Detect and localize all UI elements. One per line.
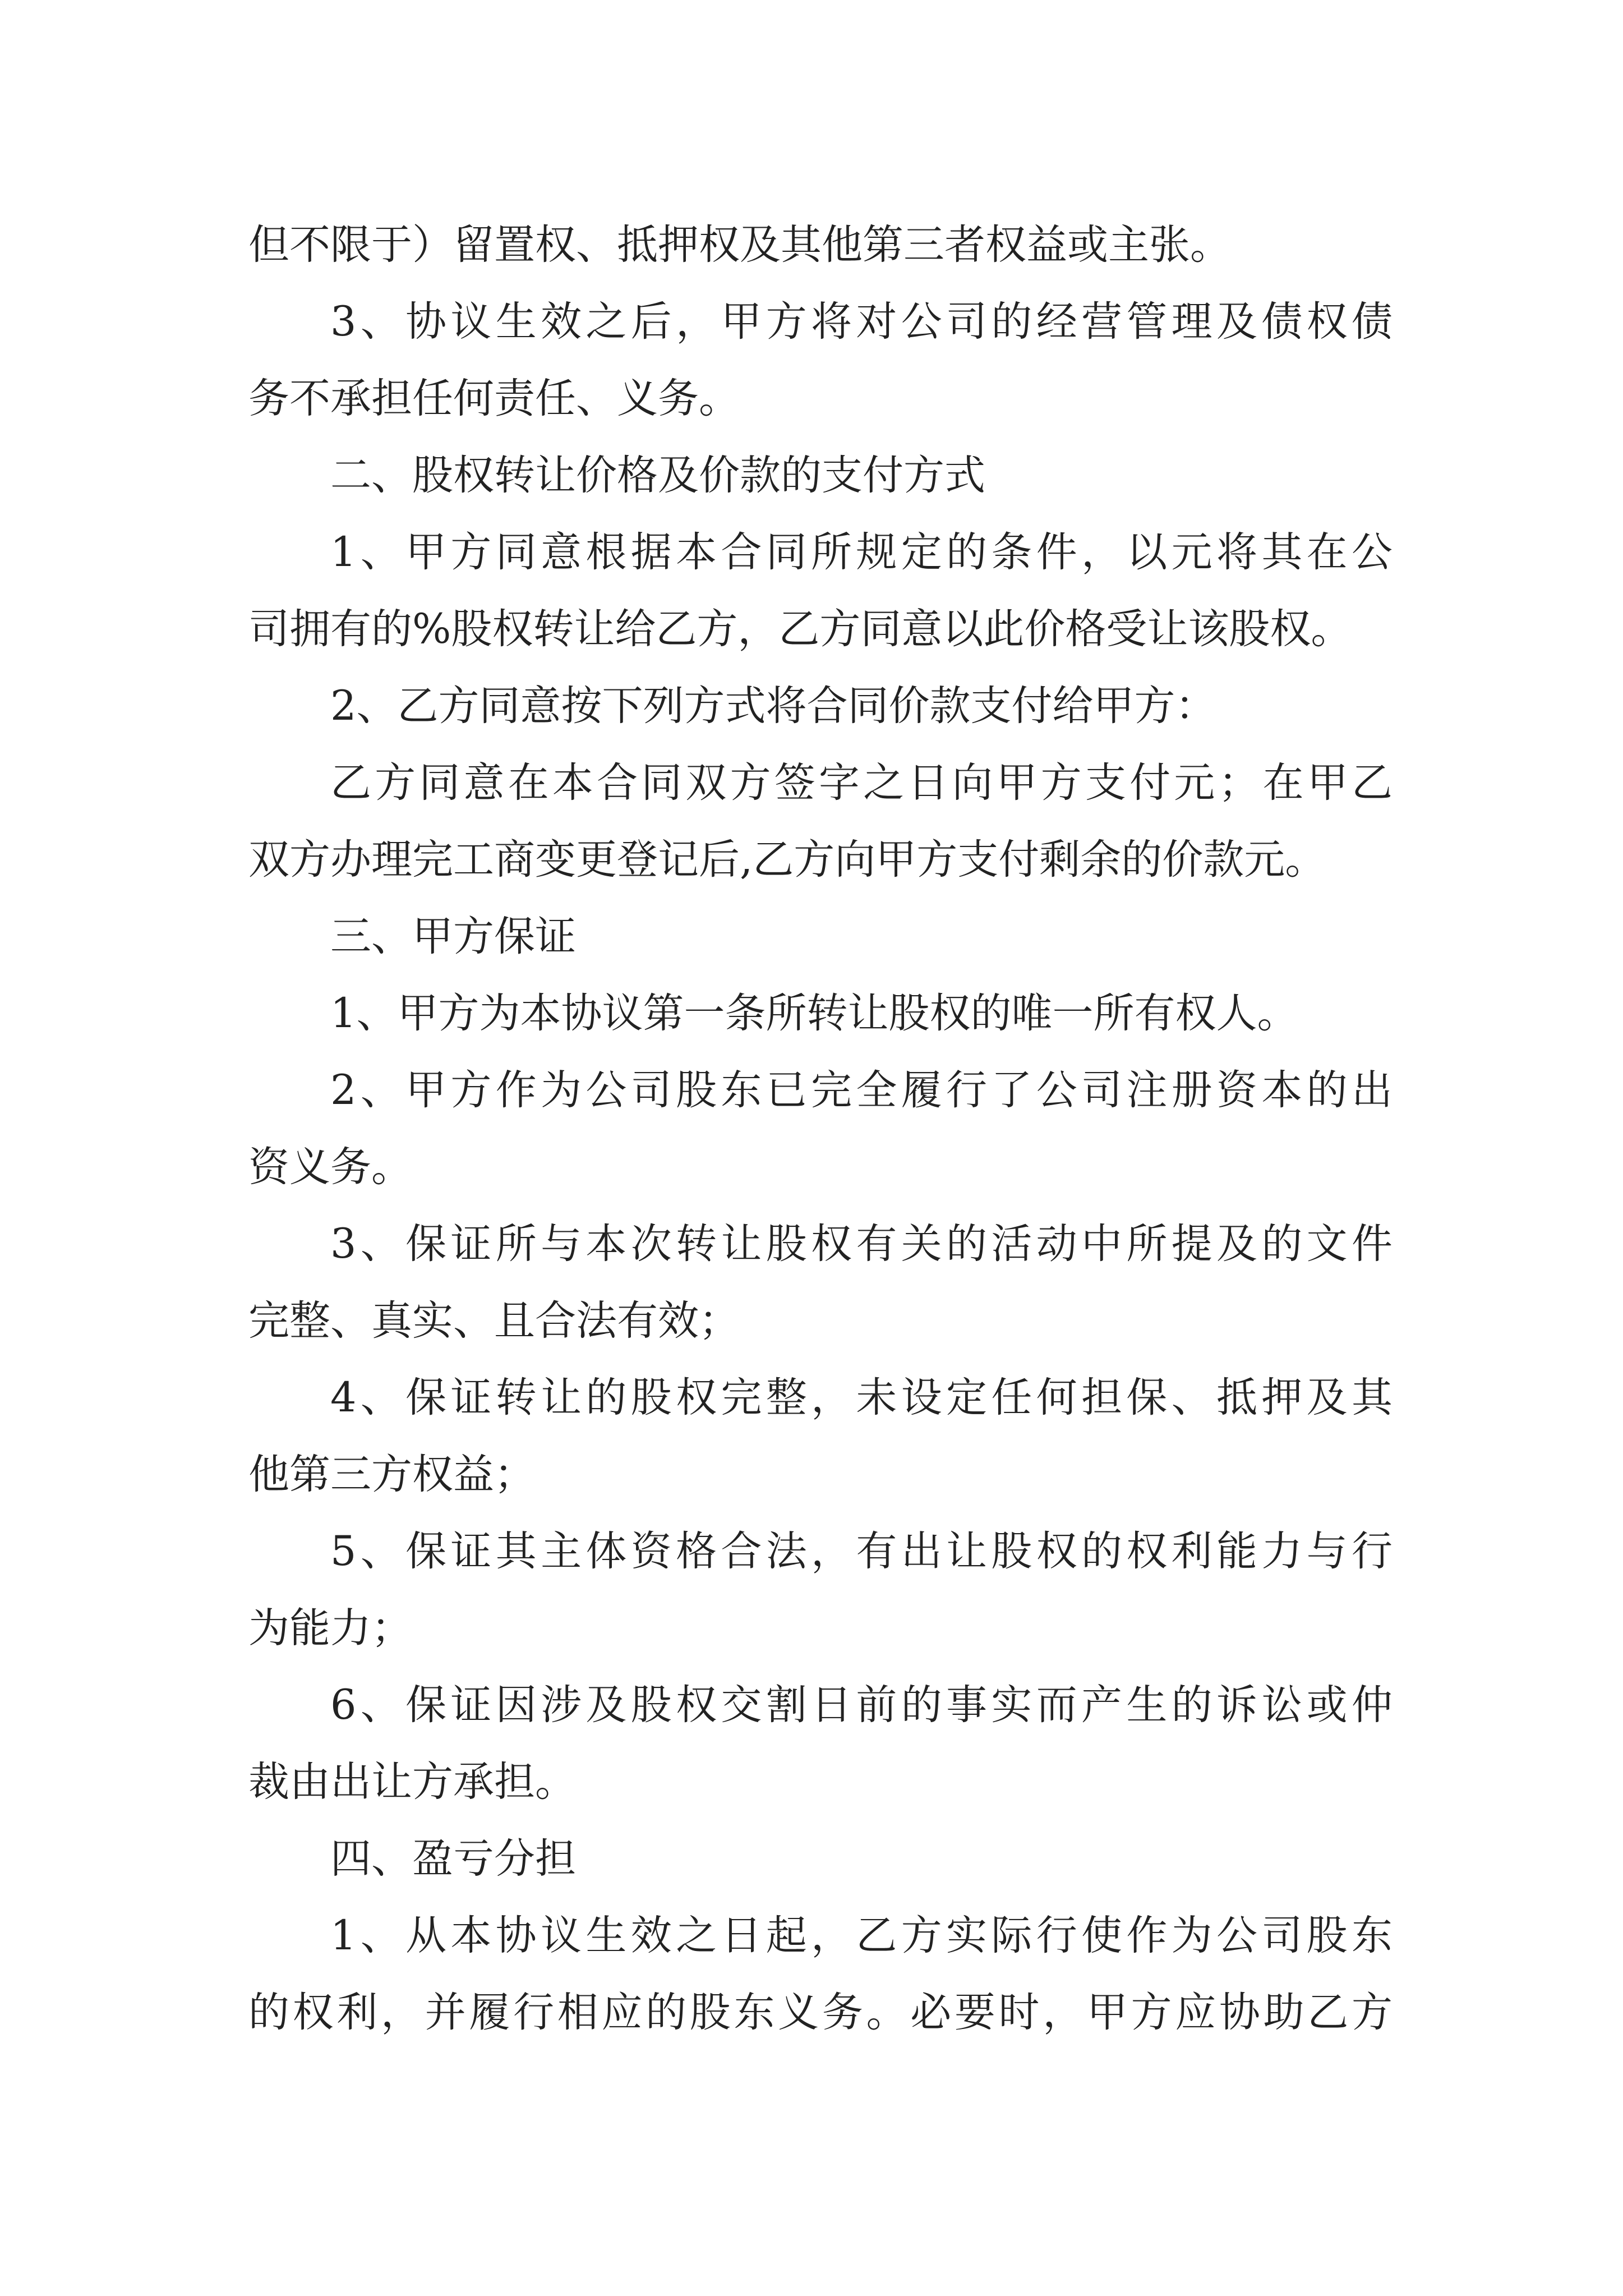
- text-line: 6、保证因涉及股权交割日前的事实而产生的诉讼或仲: [330, 1681, 1393, 1729]
- section-heading: 三、甲方保证: [330, 913, 576, 960]
- text-line: 司拥有的%股权转让给乙方，乙方同意以此价格受让该股权。: [248, 605, 1352, 653]
- text-line: 5、保证其主体资格合法，有出让股权的权利能力与行: [330, 1527, 1393, 1575]
- text-line: 务不承担任何责任、义务。: [248, 375, 740, 422]
- section-heading: 二、股权转让价格及价款的支付方式: [330, 452, 985, 499]
- text-line: 完整、真实、且合法有效；: [248, 1297, 740, 1345]
- text-line: 1、从本协议生效之日起，乙方实际行使作为公司股东: [330, 1912, 1393, 1959]
- text-line: 但不限于）留置权、抵押权及其他第三者权益或主张。: [248, 221, 1231, 269]
- text-line: 4、保证转让的股权完整，未设定任何担保、抵押及其: [330, 1374, 1393, 1421]
- text-line: 裁由出让方承担。: [248, 1758, 576, 1806]
- text-line: 1、甲方为本协议第一条所转让股权的唯一所有权人。: [330, 990, 1298, 1037]
- text-line: 乙方同意在本合同双方签字之日向甲方支付元；在甲乙: [330, 759, 1393, 807]
- text-line: 他第三方权益；: [248, 1451, 535, 1498]
- text-line: 1、甲方同意根据本合同所规定的条件，以元将其在公: [330, 528, 1393, 576]
- text-line: 资义务。: [248, 1143, 412, 1191]
- text-line: 2、乙方同意按下列方式将合同价款支付给甲方：: [330, 682, 1216, 730]
- text-line: 为能力；: [248, 1604, 412, 1652]
- text-line: 双方办理完工商变更登记后,乙方向甲方支付剩余的价款元。: [248, 836, 1326, 884]
- document-body: [248, 206, 1393, 2051]
- text-line: 2、甲方作为公司股东已完全履行了公司注册资本的出: [330, 1066, 1393, 1114]
- section-heading: 四、盈亏分担: [330, 1835, 576, 1883]
- text-line: 的权利，并履行相应的股东义务。必要时，甲方应协助乙方: [248, 1989, 1393, 2036]
- text-line: 3、保证所与本次转让股权有关的活动中所提及的文件: [330, 1220, 1393, 1268]
- text-line: 3、协议生效之后，甲方将对公司的经营管理及债权债: [330, 298, 1393, 346]
